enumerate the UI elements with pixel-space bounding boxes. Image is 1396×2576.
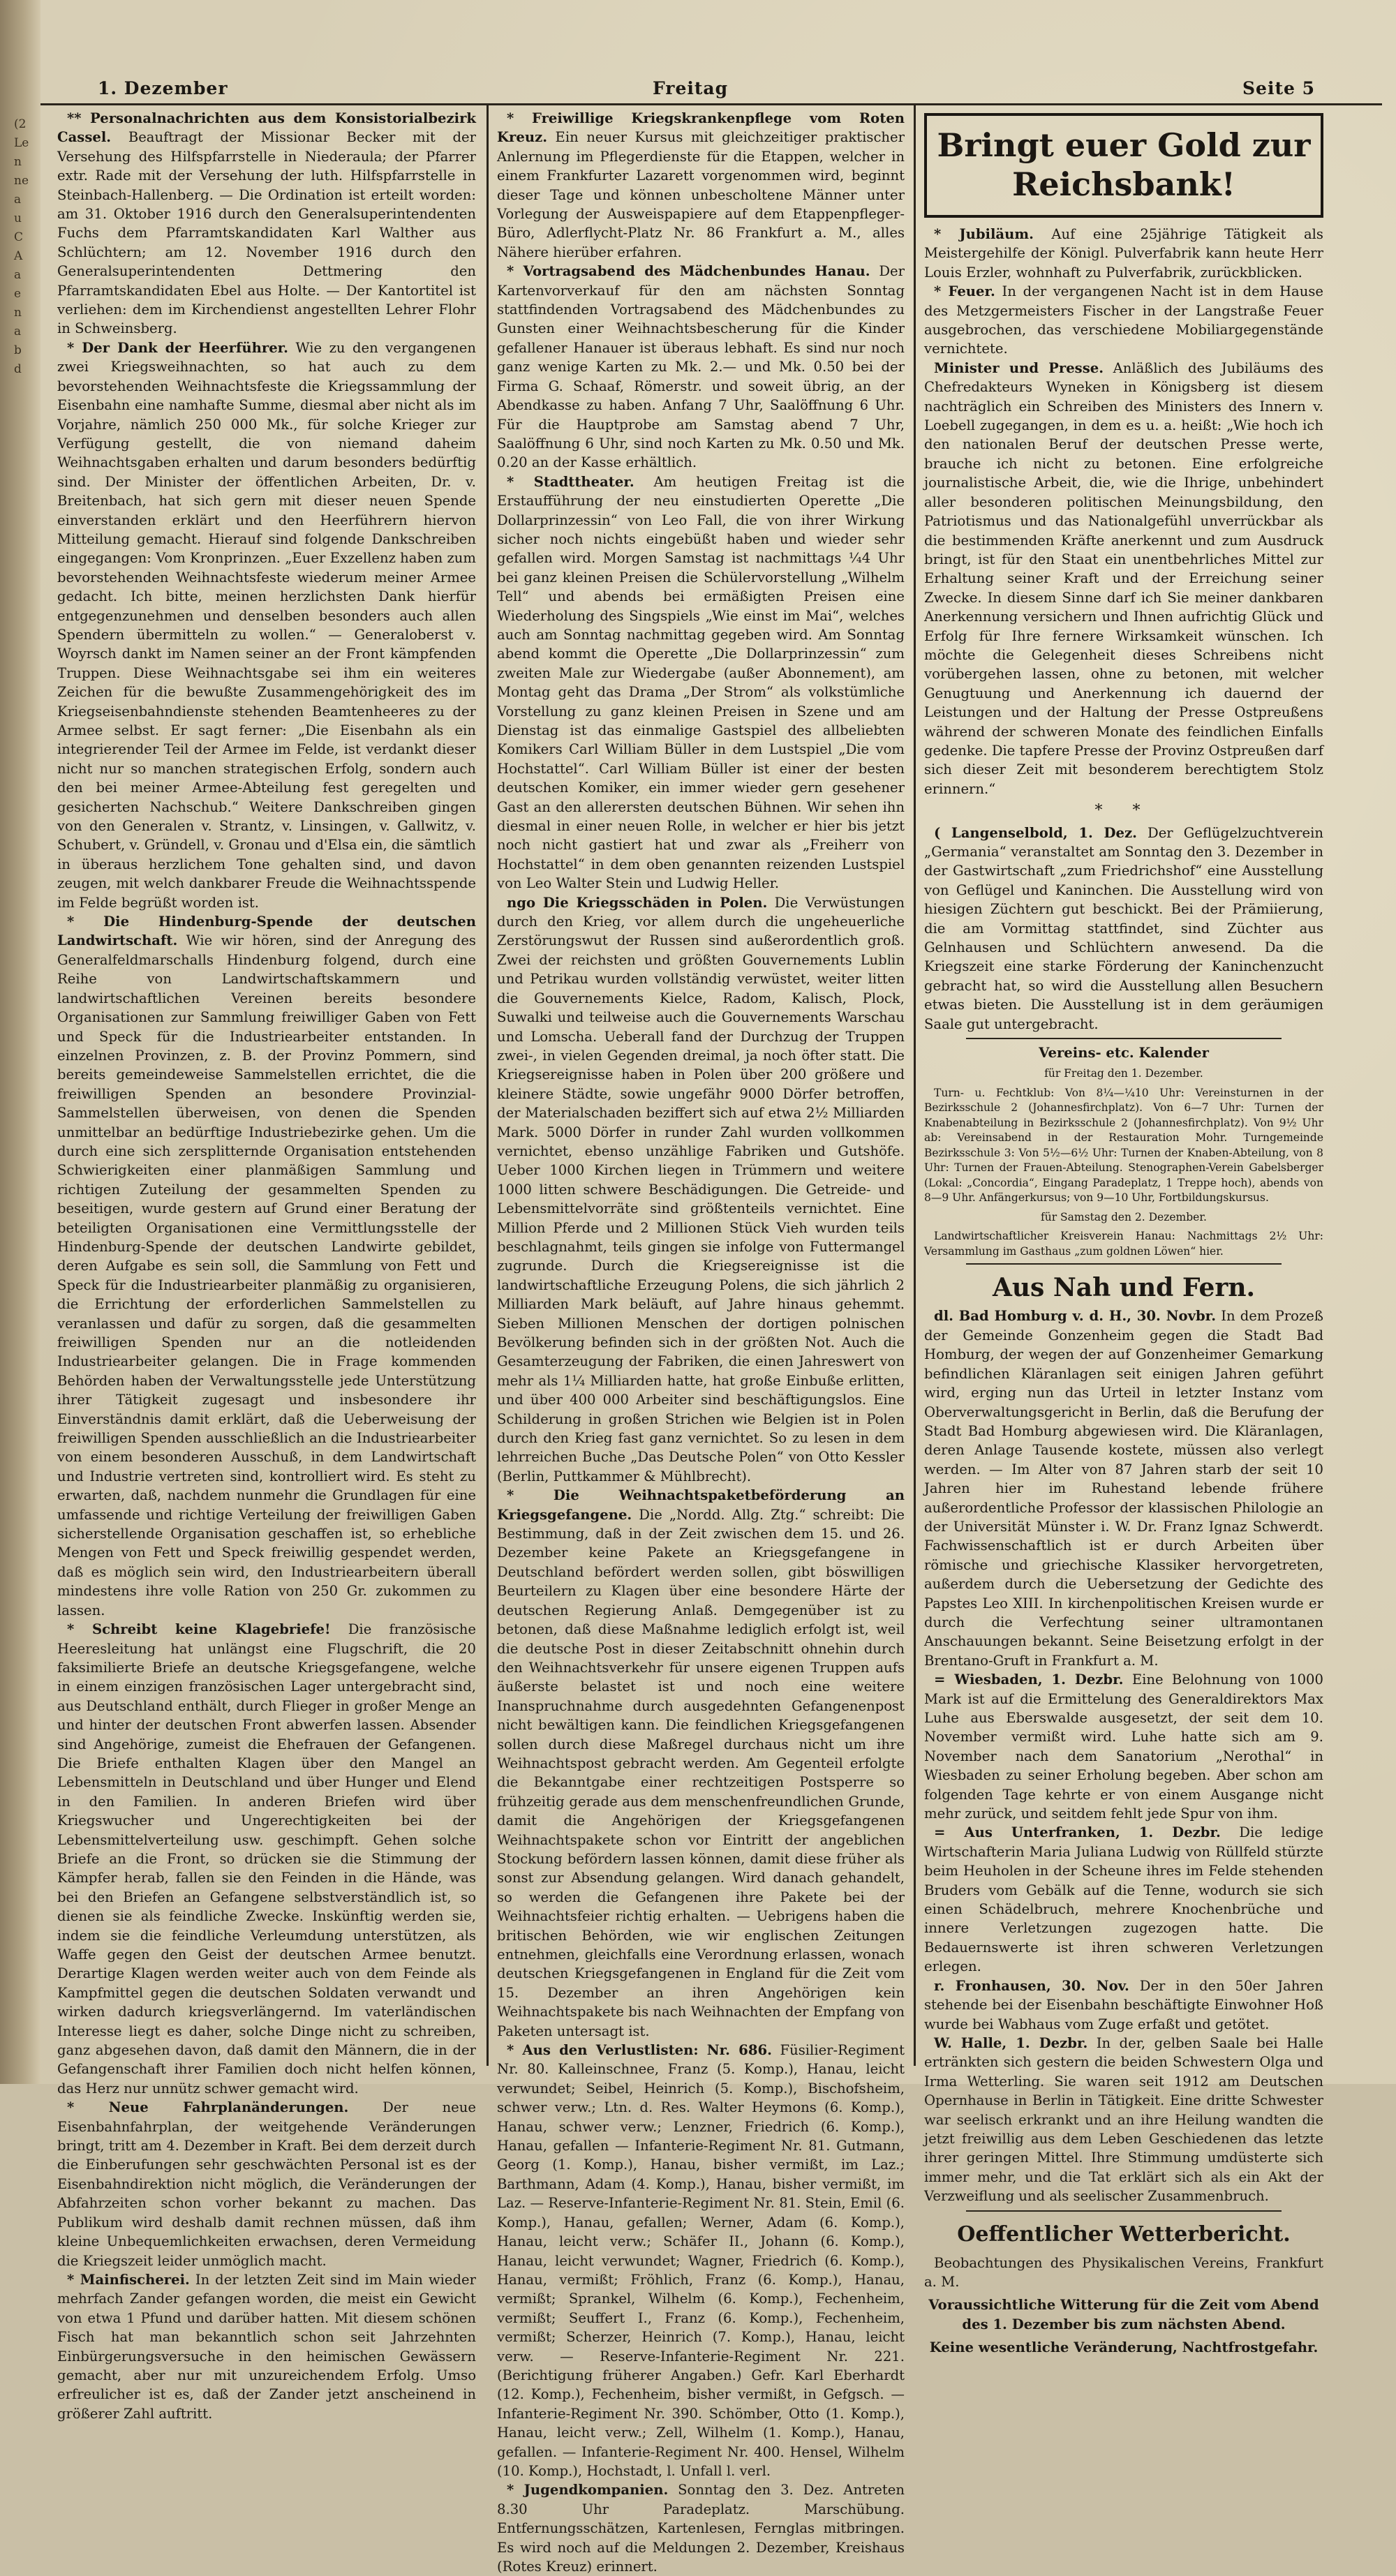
article [497, 893, 905, 1487]
article-text: Der Kartenvorverkauf für den am nächsten Sonntag stattfindenden Vortragsabend des Mädchenbundes zu Gunsten einer Weihnachtsbescherung für die Kinder gefallener Hanauer ist überaus lebhaft. Es sind nur noch ganz wenige Karten zu Mk. 2.— und Mk. 0.50 bei der Firma G. Schaaf, Römerstr. und soweit übrig, an der Abendkasse zu haben. Anfang 7 Uhr, Saalöffnung 6 Uhr. Für die Hauptprobe am Samstag abend 7 Uhr, Saalöffnung 6 Uhr, sind noch Karten zu Mk. 0.50 und Mk. 0.20 an der Kasse erhältlich. [497, 263, 905, 471]
weather-title: Oeffentlicher Wetterbericht. [957, 2221, 1291, 2247]
article-text: Die französische Heeresleitung hat unlängst eine Flugschrift, die 20 faksimilierte Briefe an deutsche Kriegsgefangene, welche in einem einzigen französischen Lager untergebracht sind, aus Deutschland enthält, durch Flieger in großer Menge an und hinter der deutschen Front abwerfen lassen. Absender sind Angehörige, zumeist die Ehefrauen der Gefangenen. Die Briefe enthalten Klagen über den Mangel an Lebensmitteln in Deutschland und über Hunger und Elend in den Familien. In anderen Briefen wird über Kriegswucher und Ungerechtigkeiten bei der Lebensmittelverteilung usw. geschimpft. Gehen solche Briefe an die Front, so drücken sie die Stimmung der Kämpfer herab, fallen sie den Feinden in die Hände, was bei den Briefen an Gefangene selbstverständlich ist, so dienen sie als feindliche Zwecke. Inskünftig werden sie, indem sie die feindliche Verleumdung unterstützen, als Waffe gegen den Geist der deutschen Armee benutzt. Derartige Klagen werden weiter auch von dem Feinde als Kampfmittel gegen die deutschen Soldaten verwandt und wirken dadurch kriegsverlängernd. Im vaterländischen Interesse liegt es daher, solche Dinge nicht zu schreiben, ganz abgesehen davon, daß damit den Männern, die in der Gefangenschaft ihrer Familien doch nicht helfen können, das Herz nur unnütz schwer gemacht wird. [57, 1621, 476, 2097]
article-text: Die Verwüstungen durch den Krieg, vor allem durch die ungeheuerliche Zerstörungswut der Russen sind außerordentlich groß. Zwei der reichsten und größten Gouvernements Lublin und Petrikau wurden vollständig verwüstet, weiter litten die Gouvernements Kielce, Radom, Kalisch, Plock, Suwalki und teilweise auch die Gouvernements Warschau und Lomscha. Ueberall fand der Durchzug der Truppen zwei-, in vielen Gegenden dreimal, ja noch öfter statt. Die Kriegsereignisse haben in Polen über 200 größere und kleinere Städte, sowie ungefähr 9000 Dörfer betroffen, der Materialschaden beziffert sich auf etwa 2½ Milliarden Mark. 5000 Dörfer in runder Zahl wurden vollkommen vernichtet, ebenso unzählige Fabriken und Gutshöfe. Ueber 1000 Kirchen liegen in Trümmern und weitere 1000 litten schwere Beschädigungen. Die Getreide- und Lebensmittelvorräte sind größtenteils vernichtet. Eine Million Pferde und 2 Millionen Stück Vieh wurden teils beschlagnahmt, teils gingen sie infolge von Futtermangel zugrunde. Durch die Kriegsereignisse ist die landwirtschaftliche Erzeugung Polens, die sich jährlich 2 Milliarden Mark beläuft, auf Jahre hinaus gehemmt. Sieben Millionen Menschen der dortigen polnischen Bevölkerung befinden sich in der größten Not. Auch die Gesamterzeugung der Fabriken, die einen Jahreswert von mehr als 1¼ Milliarden hatte, hat große Einbuße erlitten, und über 400 000 Arbeiter sind beschäftigungslos. Eine Schilderung in großen Strichen wie Belgien ist in Polen durch den Krieg fast ganz vernichtet. So zu lesen in dem lehrreichen Buche „Das Deutsche Polen“ von Otto Kessler (Berlin, Puttkammer & Mühlbrecht). [497, 894, 905, 1484]
article-text: In der, gelben Saale bei Halle ertränkten sich gestern die beiden Schwestern Olga und Irma Wetterling. Sie waren seit 1912 am Deutschen Opernhause in Berlin in Tätigkeit. Eine dritte Schwester war seelisch erkrankt und an ihre Heilung wandten die jetzt freiwillig aus dem Leben Geschiedenen das letzte ihrer geringen Mittel. Ihre Stimmung umdüsterte sich immer mehr, und die Tat erklärt sich als ein Akt der Verzweiflung und als seelischer Zusammenbruch. [924, 2034, 1323, 2205]
header-date: 1. Dezember [98, 78, 228, 98]
header-page-number: Seite 5 [1242, 78, 1316, 98]
article [497, 1486, 905, 2041]
article-text: In dem Prozeß der Gemeinde Gonzenheim gegen die Stadt Bad Homburg, der wegen der auf Gonzenheimer Gemarkung befindlichen Kläranlagen seit einigen Jahren geführt wird, erging nun das Urteil in letzter Instanz vom Oberverwaltungsgericht in Berlin, daß die Berufung der Stadt Bad Homburg abgewiesen wird. Die Kläranlagen, deren Anlage Tausende kostete, müssen also verlegt werden. — Im Alter von 87 Jahren starb der seit 10 Jahren hier im Ruhestand lebende frühere außerordentliche Professor der klassischen Philologie an der Universität Münster i. W. Dr. Franz Ignaz Schwerdt. Fachwissenschaftlich ist er durch Arbeiten über römische und griechische Klassiker hervorgetreten, außerdem durch die Uebersetzung der Gedichte des Papstes Leo XIII. In kirchenpolitischen Kreisen wurde er durch die Verfechtung seiner ultramontanen Anschauungen bekannt. Seine Beisetzung erfolgt in der Brentano-Gruft in Frankfurt a. M. [924, 1308, 1323, 1669]
article [57, 2270, 476, 2423]
gold-banner-headline: Bringt euer Gold zur Reichsbank! [924, 113, 1323, 218]
article-text: Am heutigen Freitag ist die Erstaufführung der neu einstudierten Operette „Die Dollarprinzessin“ von Leo Fall, die von ihrer Wirkung sicher noch nichts eingebüßt haben und wieder sehr gefallen wird. Morgen Samstag ist nachmittags ¼4 Uhr bei ganz kleinen Preisen die Schülervorstellung „Wilhelm Tell“ und abends bei ermäßigten Preisen eine Wiederholung des Singspiels „Wie einst im Mai“, welches auch am Sonntag nachmittag gegeben wird. Am Sonntag abend kommt die Operette „Die Dollarprinzessin“ zum zweiten Male zur Wiedergabe (außer Abonnement), am Montag geht das Drama „Der Strom“ als volkstümliche Vorstellung zu ganz kleinen Preisen in Szene und am Dienstag ist das einmalige Gastspiel des allbeliebten Komikers Carl William Büller in dem Lustspiel „Die vom Hochstattel“. Carl William Büller ist einer der besten deutschen Komiker, ein immer wieder gern gesehener Gast an den allerersten deutschen Bühnen. Wir sehen ihn diesmal in einer neuen Rolle, in welcher er hier bis jetzt noch nicht gastiert hat und zwar als „Freiherr von Hochstattel“ in dem oben genannten reizenden Lustspiel von Leo Walter Stein und Ludwig Heller. [497, 473, 905, 892]
gutter-text-fragment: ne [14, 174, 29, 188]
rule [966, 2210, 1282, 2212]
section-aus-nah-und-fern: Aus Nah und Fern. [992, 1273, 1256, 1303]
article-text: Auf eine 25jährige Tätigkeit als Meistergehilfe der Königl. Pulverfabrik kann heute Herr Louis Erzler, wohnhaft zu Pulverfabrik, zurückblicken. [924, 226, 1323, 281]
article [924, 359, 1323, 798]
article-heading: * Aus den Verlustlisten: Nr. 686. [507, 2042, 772, 2059]
article-text: In der letzten Zeit sind im Main wieder mehrfach Zander gefangen worden, die meist ein Gewicht von etwa 1 Pfund und darüber hatten. Mit diesem schönen Fisch hat man bekanntlich schon seit Jahrzehnten Einbürgerungsversuche in den heimischen Gewässern gemacht, aber nur mit unzureichendem Erfolg. Umso erfreulicher ist es, daß der Zander jetzt anscheinend in größerer Zahl auftritt. [57, 2271, 477, 2422]
article-langenselbold: ( Langenselbold, 1. Dez. Der Geflügelzuchtverein „Germania“ veranstaltet am Sonntag den 3. Dezember in der Gastwirtschaft „zum Friedrichshof“ eine Ausstellung von Geflügel und Kaninchen. Die Ausstellung wird von hiesigen Züchtern gut beschickt. Bei der Prämiierung, die am Vormittag stattfindet, sind Züchter aus Gelnhausen und Schlüchtern anwesend. Da die Kriegszeit eine starke Förderung der Kaninchenzucht gebracht hat, so wird die Ausstellung allen Besuchern etwas bieten. Die Ausstellung ist in dem geräumigen Saale gut untergebracht. [924, 824, 1323, 1032]
header-day: Freitag [653, 78, 729, 98]
article-text: Die ledige Wirtschafterin Maria Juliana Ludwig von Rüllfeld stürzte beim Heuholen in der Scheune ihres im Felde stehenden Bruders vom Gebälk auf die Tenne, wodurch sie sich einen Schädelbruch, mehrere Knochenbrüche und innere Verletzungen zugezogen hatte. Die Bedauernswerte ist ihren schweren Verletzungen erlegen. [924, 1824, 1324, 1975]
gutter-text-fragment: b [14, 343, 22, 357]
article-heading: ngo Die Kriegsschäden in Polen. [507, 894, 768, 911]
article-heading: * Vortragsabend des Mädchenbundes Hanau. [507, 263, 870, 280]
article [924, 1306, 1323, 1670]
article [57, 109, 476, 338]
article [57, 2098, 476, 2270]
article-heading: * Jugendkompanien. [507, 2482, 669, 2499]
article-heading: Minister und Presse. [934, 359, 1104, 376]
article-heading: * Feuer. [934, 283, 995, 300]
column-3 [924, 109, 1324, 2356]
article-text: Füsilier-Regiment Nr. 80. Kalleinschnee, Franz (5. Komp.), Hanau, leicht verwundet; Seibel, Heinrich (5. Komp.), Bischofsheim, schwer verw.; Ltn. d. Res. Walter Heymons (6. Komp.), Hanau, schwer verw.; Lenzner, Friedrich (6. Komp.), Hanau, gefallen — Infanterie-Regiment Nr. 81. Gutmann, Georg (1. Komp.), Hanau, bisher vermißt, im Laz.; Barthmann, Adam (4. Komp.), Hanau, bisher vermißt, im Laz. — Reserve-Infanterie-Regiment Nr. 81. Stein, Emil (6. Komp.), Hanau, gefallen; Werner, Adam (6. Komp.), Hanau, leicht verw.; Schäfer II., Johann (6. Komp.), Hanau, leicht verwundet; Wagner, Friedrich (6. Komp.), Hanau, vermißt; Fröhlich, Franz (6. Komp.), Hanau, vermißt; Sprankel, Wilhelm (6. Komp.), Fechenheim, vermißt; Seuffert I., Franz (6. Komp.), Fechenheim, vermißt; Scherzer, Heinrich (7. Komp.), Hanau, leicht verw. — Reserve-Infanterie-Regiment Nr. 221. (Berichtigung früherer Angaben.) Gefr. Karl Eberhardt (12. Komp.), Fechenheim, bisher vermißt, in Gefgsch. — Infanterie-Regiment Nr. 390. Schömber, Otto (1. Komp.), Hanau, leicht verw.; Zell, Wilhelm (1. Komp.), Hanau, gefallen. — Infanterie-Regiment Nr. 400. Hensel, Wilhelm (10. Komp.), Hochstadt, l. Unfall l. verl. [497, 2042, 905, 2479]
article-text: Anläßlich des Jubiläums des Chefredakteurs Wyneken in Königsberg ist diesem nachträglich ein Schreiben des Ministers des Innern v. Loebell zugegangen, in dem es u. a. heißt: „Wie hoch ich den nationalen Beruf der deutschen Presse werte, brauche ich nicht zu betonen. Eine erfolgreiche journalistische Arbeit, die, wie die Ihrige, unbehindert aller besonderen politischen Meinungsbildung, den Patriotismus und das Nationalgefühl unverrückbar als die bestimmenden Kräfte anerkennt und zum Ausdruck bringt, ist für den Staat ein unentbehrliches Mittel zur Erhaltung seiner Kraft und der Erreichung seiner Zwecke. In diesem Sinne darf ich Sie meiner dankbaren Anerkennung versichern und Ihnen aufrichtig Glück und Erfolg für Ihre fernere Wirksamkeit wünschen. Ich möchte die Gelegenheit dieses Schreibens nicht vorübergehen lassen, ohne zu betonen, mit welcher Genugtuung und Anerkennung ich dauernd der Leistungen und der Haltung der Presse Ostpreußens während der schweren Monate des feindlichen Einfalls gedenke. Die tapfere Presse der Provinz Ostpreußen darf sich dieser Zeit mit besonderem berechtigtem Stolz erinnern.“ [924, 359, 1323, 797]
article [497, 109, 905, 262]
column-rule [487, 105, 489, 2066]
gutter-text-fragment: (2 [14, 117, 27, 131]
article-text: Ein neuer Kursus mit gleichzeitiger praktischer Anlernung im Pflegerdienste für die Etappen, welcher in einem Frankfurter Lazarett vorgenommen wird, beginnt dieser Tage und können unbescholtene Männer unter Vorlegung der Ausweispapiere auf dem Etappenpfleger-Büro, Adlerflycht-Platz Nr. 86 Frankfurt a. M., alles Nähere hierüber erfahren. [497, 129, 905, 260]
article [497, 262, 905, 472]
gutter-text-fragment: d [14, 362, 22, 376]
calendar-text-2: Landwirtschaftlicher Kreisverein Hanau: Nachmittags 2½ Uhr: Versammlung im Gasthaus „zum goldnen Löwen“ hier. [924, 1230, 1323, 1258]
article-text: Die „Nordd. Allg. Ztg.“ schreibt: Die Bestimmung, daß in der Zeit zwischen dem 15. und 26. Dezember keine Pakete an Kriegsgefangene in Deutschland befördert werden sollen, gibt böswilligen Beurteilern zu Klagen über eine besondere Härte der deutschen Regierung Anlaß. Demgegenüber ist zu betonen, daß diese Maßnahme lediglich erfolgt ist, weil die deutsche Post in dieser Zeitabschnitt ohnehin durch den Weihnachtsverkehr für unsere eigenen Truppen aufs äußerste belastet ist und noch eine weitere Inanspruchnahme durch ausgedehnten Gefangenenpost nicht bewältigen kann. Die feindlichen Kriegsgefangenen sollen durch diese Maßregel durchaus nicht um ihre Weihnachtspost gebracht werden. Am Gegenteil erfolgte die Bekanntgabe einer rechtzeitigen Postsperre so frühzeitig gerade aus dem menschenfreundlichen Grunde, damit die Angehörigen der Kriegsgefangenen Weihnachtspakete schon vor Eintritt der angeblichen Stockung befördern lassen können, damit diese früher als sonst zur Absendung gelangen. Wird danach gehandelt, so werden die Gefangenen ihre Pakete bei der Weihnachtsfeier richtig erhalten. — Uebrigens haben die britischen Behörden, wie wir englischen Zeitungen entnehmen, gleichfalls eine Verordnung erlassen, wonach deutschen Kriegsgefangenen in England für die Zeit vom 15. Dezember an ihren Angehörigen kein Weihnachtspakete bis nach Weihnachten der Empfang von Paketen untersagt ist. [497, 1506, 905, 2039]
calendar-text: Turn- u. Fechtklub: Von 8¼—¼10 Uhr: Vereinsturnen in der Bezirksschule 2 (Johannesfirchplatz). Von 6—7 Uhr: Turnen der Knabenabteilung in Bezirksschule 2 (Johannesfirchplatz). Von 9½ Uhr ab: Vereinsabend in der Restauration Mohr. Turngemeinde Bezirksschule 3: Von 5½—6½ Uhr: Turnen der Knaben-Abteilung, von 8 Uhr: Turnen der Frauen-Abteilung. Stenographen-Verein Gabelsberger (Lokal: „Concordia“, Eingang Paradeplatz, 1 Treppe hoch), abends von 8—9 Uhr. Anfängerkursus; von 9—10 Uhr, Fortbildungskursus. [924, 1086, 1323, 1205]
article-heading: * Freiwillige Kriegskrankenpflege vom Roten Kreuz. [497, 110, 905, 146]
article-heading: * Die Hindenburg-Spende der deutschen Landwirtschaft. [57, 914, 476, 949]
article-text: Wie zu den vergangenen zwei Kriegsweihnachten, so hat auch zu dem bevorstehenden Weihnachtsfeste die Kriegssammlung der Eisenbahn eine namhafte Summe, diesmal aber nicht als im Vorjahre, nämlich 250 000 Mk., für solche Krieger zur Verfügung gestellt, die von niemand daheim Weihnachtsgaben erhalten und darum besonders bedürftig sind. Der Minister der öffentlichen Arbeiten, Dr. v. Breitenbach, hat sich gern mit dieser neuen Spende einverstanden erklärt und den Heerführern hiervon Mitteilung gemacht. Hierauf sind folgende Dankschreiben eingegangen: Vom Kronprinzen. „Euer Exzellenz haben zum bevorstehenden Weihnachtsfeste wiederum meiner Armee gedacht. Ich bitte, meinen herzlichsten Dank hierfür entgegenzunehmen und denselben besonders auch allen Spendern übermitteln zu wollen.“ — Generaloberst v. Woyrsch dankt im Namen seiner an der Front kämpfenden Truppen. Diese Weihnachtsgabe sei ihm ein weiteres Zeichen für die bewußte Zusammengehörigkeit des im Kriegseisenbahndienste stehenden Beamtenheeres zu der Armee selbst. Er sagt ferner: „Die Eisenbahn als ein integrierender Teil der Armee im Felde, ist verdankt dieser nicht nur so manchen strategischen Erfolg, sondern auch den bei meiner Armee-Abteilung fest geregelten und gesicherten Nachschub.“ Weitere Dankschreiben gingen von den Generalen v. Strantz, v. Linsingen, v. Gallwitz, v. Schubert, v. Gründell, v. Gronau und d'Elsa ein, die sämtlich in überaus herzlichem Tone gehalten sind, und davon zeugen, mit welch dankbarer Freude die Weihnachtsspende im Felde begrüßt worden ist. [57, 339, 477, 911]
weather-source: Beobachtungen des Physikalischen Vereins, Frankfurt a. M. [924, 2254, 1323, 2290]
gutter-text-fragment: Le [14, 136, 29, 150]
column-1 [57, 109, 477, 2422]
article-text: Der neue Eisenbahnfahrplan, der weitgehende Veränderungen bringt, tritt am 4. Dezember in Kraft. Bei dem derzeit durch die Einberufungen sehr geschwächten Personal ist es der Eisenbahndirektion nicht möglich, die Veränderungen der Abfahrzeiten schon vorher bekannt zu machen. Das Publikum wird deshalb damit rechnen müssen, daß ihm kleine Unbequemlichkeiten erwachsen, deren Vermeidung die Kriegszeit leider unmöglich macht. [57, 2099, 476, 2269]
gutter-text-fragment: u [14, 211, 22, 225]
article [497, 472, 905, 893]
article-heading: * Neue Fahrplanänderungen. [67, 2099, 349, 2116]
article [924, 2034, 1323, 2206]
weather-forecast-heading: Voraussichtliche Witterung für die Zeit vom Abend des 1. Dezember bis zum nächsten Abend. [928, 2297, 1319, 2332]
calendar-date: für Freitag den 1. Dezember. [1044, 1067, 1203, 1080]
gutter-text-fragment: C [14, 230, 24, 244]
article [497, 2480, 905, 2576]
article-heading: * Schreibt keine Klagebriefe! [67, 1621, 331, 1638]
article-text: Der in den 50er Jahren stehende bei der Eisenbahn beschäftigte Einwohner Hoß wurde bei Wabhaus vom Zuge erfaßt und getötet. [924, 1977, 1324, 2032]
weather-forecast: Keine wesentliche Veränderung, Nachtfrostgefahr. [929, 2339, 1319, 2356]
article-heading: * Der Dank der Heerführer. [67, 339, 289, 356]
column-2 [497, 109, 905, 2575]
column-rule [914, 105, 916, 2066]
article-heading: * Mainfischerei. [67, 2271, 190, 2288]
article [57, 1620, 476, 2098]
gutter-text-fragment: a [14, 268, 22, 282]
article [924, 1976, 1323, 2034]
separator-stars: * * [1094, 802, 1153, 820]
article-heading: ** Personalnachrichten aus dem Konsistorialbezirk Cassel. [57, 110, 476, 146]
rule [966, 1038, 1282, 1039]
gutter-text-fragment: n [14, 155, 22, 169]
article [497, 2041, 905, 2480]
gutter-text-fragment: n [14, 306, 22, 320]
article [924, 225, 1323, 282]
article [924, 1823, 1323, 1976]
article-heading: dl. Bad Homburg v. d. H., 30. Novbr. [934, 1308, 1217, 1325]
article-text: Wie wir hören, sind der Anregung des Generalfeldmarschalls Hindenburg folgend, durch eine Reihe von Landwirtschaftskammern und landwirtschaftlichen Vereinen bereits besondere Organisationen zur Sammlung freiwilliger Gaben von Fett und Speck für die Industriearbeiter entstanden. In einzelnen Provinzen, z. B. der Provinz Pommern, sind bereits gemeindeweise Sammelstellen errichtet, die die freiwilligen Spenden an besondere Provinzial-Sammelstellen überweisen, von denen die Spenden unmittelbar an bedürftige Industriebezirke gehen. Um die durch eine sich zersplitternde Organisation entstehenden Schwierigkeiten einer planmäßigen Sammlung und richtigen Zuteilung der gesammelten Spenden zu beseitigen, wurde gestern auf Grund einer Beratung der beteiligten Organisationen eine Vermittlungsstelle der Hindenburg-Spende der deutschen Landwirte gebildet, deren Aufgabe es sein soll, die Sammlung von Fett und Speck für die Industriearbeiter planmäßig zu organisieren, die Errichtung der erforderlichen Sammelstellen zu veranlassen und dafür zu sorgen, daß die gesammelten freiwilligen Spenden nur an die notleidenden Industriearbeiter gelangen. Die in Frage kommenden Behörden haben der Verwaltungsstelle jede Unterstützung ihrer Tätigkeit zugesagt und insbesondere ihr Einverständnis damit erklärt, daß die Ueberweisung der freiwilligen Spenden ausschließlich an die Industriearbeiter von einem besonderen Ausschuß, in dem Landwirtschaft und Industrie vertreten sind, kontrolliert wird. Es steht zu erwarten, daß, nachdem nunmehr die Grundlagen für eine umfassende und richtige Verteilung der freiwilligen Gaben sicherstellende Organisation geschaffen ist, so erhebliche Mengen von Fett und Speck freiwillig gespendet werden, daß es möglich sein wird, den Industriearbeitern überall mindestens ihre volle Ration von 250 Gr. zukommen zu lassen. [57, 932, 476, 1618]
article-text: In der vergangenen Nacht ist in dem Hause des Metzgermeisters Fischer in der Langstraße Feuer ausgebrochen, das verschiedene Mobiliargegenstände vernichtete. [924, 283, 1324, 357]
article-heading: W. Halle, 1. Dezbr. [934, 2034, 1088, 2051]
article-heading: = Aus Unterfranken, 1. Dezbr. [934, 1824, 1221, 1841]
gutter-text-fragment: A [14, 249, 23, 263]
article-heading: * Jubiläum. [934, 226, 1034, 242]
article-text: Beauftragt der Missionar Becker mit der Versehung des Hilfspfarrstelle in Niederaula; der Pfarrer extr. Rade mit der Versehung der luth. Hilfspfarrstelle in Steinbach-Hallenberg. — Die Ordination ist erteilt worden: am 31. Oktober 1916 durch den Generalsuperintendenten Fuchs dem Pfarramtskandidaten Karl Walther aus Schlüchtern; am 12. November 1916 durch den Generalsuperintendenten Dettmering den Pfarramtskandidaten Ebel aus Holte. — Der Kantortitel ist verliehen: dem im Kirchendienst angestellten Lehrer Flohr in Schweinsberg. [57, 129, 476, 337]
header-rule [40, 103, 1382, 105]
article-text: Eine Belohnung von 1000 Mark ist auf die Ermittelung des Generaldirektors Max Luhe aus Eberswalde ausgesetzt, der seit dem 10. November vermißt wird. Luhe hatte sich am 9. November nach dem Sanatorium „Nerothal“ in Wiesbaden zu seiner Erholung begeben. Aber schon am folgenden Tage kehrte er von einem Ausgange nicht mehr zurück, und seitdem fehlt jede Spur von ihm. [924, 1672, 1323, 1822]
gutter-text-fragment: a [14, 193, 22, 207]
article [924, 1670, 1323, 1823]
article [924, 282, 1323, 359]
article-heading: * Die Weihnachtspaketbeförderung an Kriegsgefangene. [497, 1487, 905, 1523]
calendar-title: Vereins- etc. Kalender [1039, 1045, 1209, 1062]
gutter-text-fragment: e [14, 287, 22, 301]
article-text: Sonntag den 3. Dez. Antreten 8.30 Uhr Paradeplatz. Marschübung. Entfernungsschätzen, Kartenlesen, Fernglas mitbringen. Es wird noch auf die Meldungen 2. Dezember, Kreishaus (Rotes Kreuz) erinnert. [497, 2482, 905, 2575]
gutter-text-fragment: a [14, 325, 22, 338]
article-heading: r. Fronhausen, 30. Nov. [934, 1977, 1129, 1994]
article-heading: = Wiesbaden, 1. Dezbr. [934, 1672, 1124, 1688]
article [57, 912, 476, 1620]
article-heading: * Stadttheater. [507, 473, 634, 490]
article [57, 338, 476, 912]
calendar-date-2: für Samstag den 2. Dezember. [1041, 1210, 1207, 1223]
rule [966, 1263, 1282, 1265]
